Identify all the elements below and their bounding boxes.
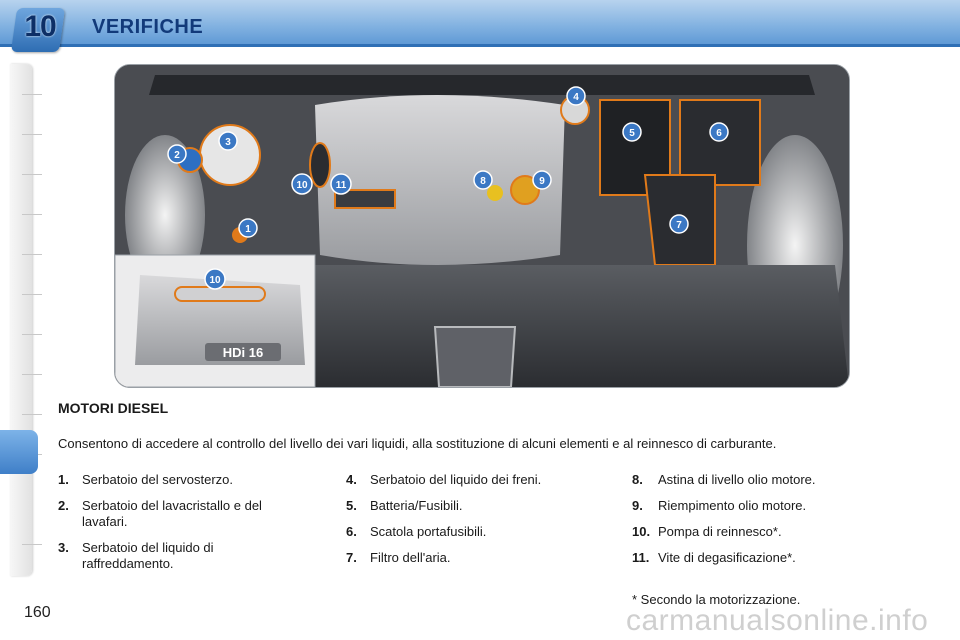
svg-text:8: 8 [480,176,486,187]
active-chapter-tab[interactable] [0,430,38,474]
callout-1 [239,219,257,237]
svg-text:6: 6 [716,128,722,139]
tab-divider [22,374,42,375]
tab-divider [22,94,42,95]
svg-text:1: 1 [245,224,251,235]
fusebox [680,100,760,185]
callout-2 [168,145,186,163]
tab-divider [22,174,42,175]
brand-logo [435,327,515,387]
engine-bay-illustration [114,64,850,388]
callout-4 [567,87,585,105]
svg-text:5: 5 [629,128,635,139]
legend-item: 1. Serbatoio del servosterzo. [58,472,234,487]
callout-10-inset [205,269,225,289]
svg-text:3: 3 [225,137,231,148]
callout-5 [623,123,641,141]
inset-priming-pump [175,287,265,301]
svg-text:10: 10 [209,275,221,286]
legend-column-3 [632,472,922,576]
legend-item: 8. Astina di livello olio motore. [632,472,816,487]
footnote: * Secondo la motorizzazione. [632,592,801,607]
tab-divider [22,134,42,135]
inset-badge-text: HDi 16 [222,345,264,360]
legend-column-1 [58,472,308,582]
intro-paragraph: Consentono di accedere al controllo del livello dei vari liquidi, alla sostituzione di alcuni elementi e al reinnesco di carburante. [58,436,777,451]
legend-item: 3. Serbatoio del liquido di raffreddamento. [58,540,214,571]
legend-item: 6. Scatola portafusibili. [346,524,487,539]
legend-item: 11. Vite di degasificazione*. [632,550,796,565]
legend-item: 5. Batteria/Fusibili. [346,498,463,513]
svg-text:4: 4 [573,92,579,103]
svg-text:2: 2 [174,150,180,161]
dipstick [487,185,503,201]
tab-divider [22,254,42,255]
callout-8 [474,171,492,189]
bonnet-front [315,265,849,387]
tab-divider [22,294,42,295]
section-title: VERIFICHE [92,16,204,38]
chapter-number: 10 [24,10,56,43]
section-heading: MOTORI DIESEL [58,400,169,416]
page-number: 160 [24,604,51,621]
engine-bay-drawing [115,65,849,387]
svg-text:7: 7 [676,220,682,231]
callout-6 [710,123,728,141]
priming-pump [310,143,330,187]
legend-column-2 [346,472,606,576]
callout-9 [533,171,551,189]
tab-divider [22,334,42,335]
callout-3 [219,132,237,150]
legend-item: 7. Filtro dell'aria. [346,550,451,565]
callout-11 [331,174,351,194]
header-rule [0,44,960,47]
svg-text:9: 9 [539,176,545,187]
legend-item: 10. Pompa di reinnesco*. [632,524,782,539]
svg-text:10: 10 [296,180,308,191]
callout-10 [292,174,312,194]
legend-item: 9. Riempimento olio motore. [632,498,807,513]
legend-item: 4. Serbatoio del liquido dei freni. [346,472,542,487]
tab-divider [22,414,42,415]
tab-divider [22,544,42,545]
legend-item: 2. Serbatoio del lavacristallo e del lavafari. [58,498,262,529]
watermark: carmanualsonline.info [626,604,929,637]
tab-divider [22,214,42,215]
svg-text:11: 11 [335,180,347,191]
chapter-tabs [10,64,32,576]
callout-7 [670,215,688,233]
